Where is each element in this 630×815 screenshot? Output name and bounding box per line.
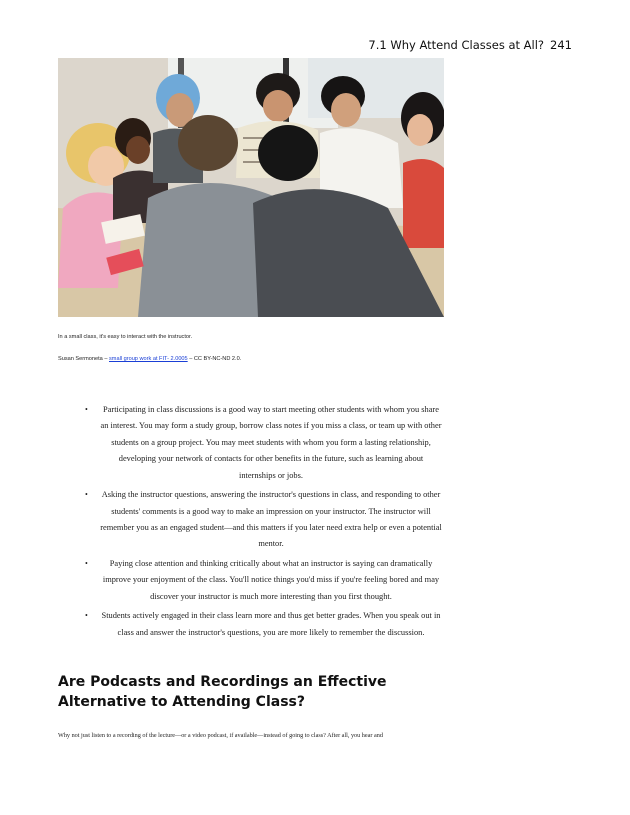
credit-prefix: Susan Sermoneta – (58, 356, 109, 362)
list-item-text: Participating in class discussions is a good way to start meeting other students with whom you share an interest. You may form a study group, borrow class notes if you miss a class, or team up with other students on a group project. You may meet students with whom you form a lasting relationship, developing your network of contacts for other benefits in the future, such as learning about internships or jobs. (100, 405, 442, 480)
list-item (86, 608, 446, 641)
section-title: 7.1 Why Attend Classes at All? (368, 38, 545, 52)
section-heading: Are Podcasts and Recordings an Effective Alternative to Attending Class? (58, 674, 387, 710)
bullet-icon: • (85, 490, 88, 500)
bullet-icon: • (85, 405, 88, 414)
list-item (86, 556, 446, 605)
list-item-text: Students actively engaged in their class learn more and thus get better grades. When you speak out in class and answer the instructor's questions, you are more likely to remember the discussion. (101, 611, 441, 637)
credit-suffix: – CC BY-NC-ND 2.0. (187, 356, 242, 362)
classroom-photo (58, 58, 444, 317)
body-paragraph: Why not just listen to a recording of the lecture—or a video podcast, if available—instead of going to class? After all, you hear and (58, 732, 383, 739)
figure-caption: In a small class, it's easy to interact with the instructor. (58, 334, 193, 340)
benefits-list (86, 402, 446, 644)
page-number: 241 (550, 38, 572, 52)
credit-link[interactable]: small group work at FIT- 2.0005 (109, 356, 188, 362)
figure-credit (58, 356, 241, 362)
bullet-icon: • (85, 559, 88, 569)
bullet-icon: • (85, 611, 88, 621)
list-item-text: Asking the instructor questions, answering the instructor's questions in class, and responding to other students' comments is a good way to make an impression on your instructor. The instructor will remember you as an engaged student—and this matters if you later need extra help or even a potential mentor. (100, 490, 442, 549)
running-header (368, 38, 572, 52)
list-item-text: Paying close attention and thinking critically about what an instructor is saying can dramatically improve your enjoyment of the class. You'll notice things you'd miss if you're feeling bored and may discover your instructor is much more interesting than you first thought. (102, 559, 440, 601)
list-item (86, 402, 446, 484)
list-item (86, 487, 446, 553)
